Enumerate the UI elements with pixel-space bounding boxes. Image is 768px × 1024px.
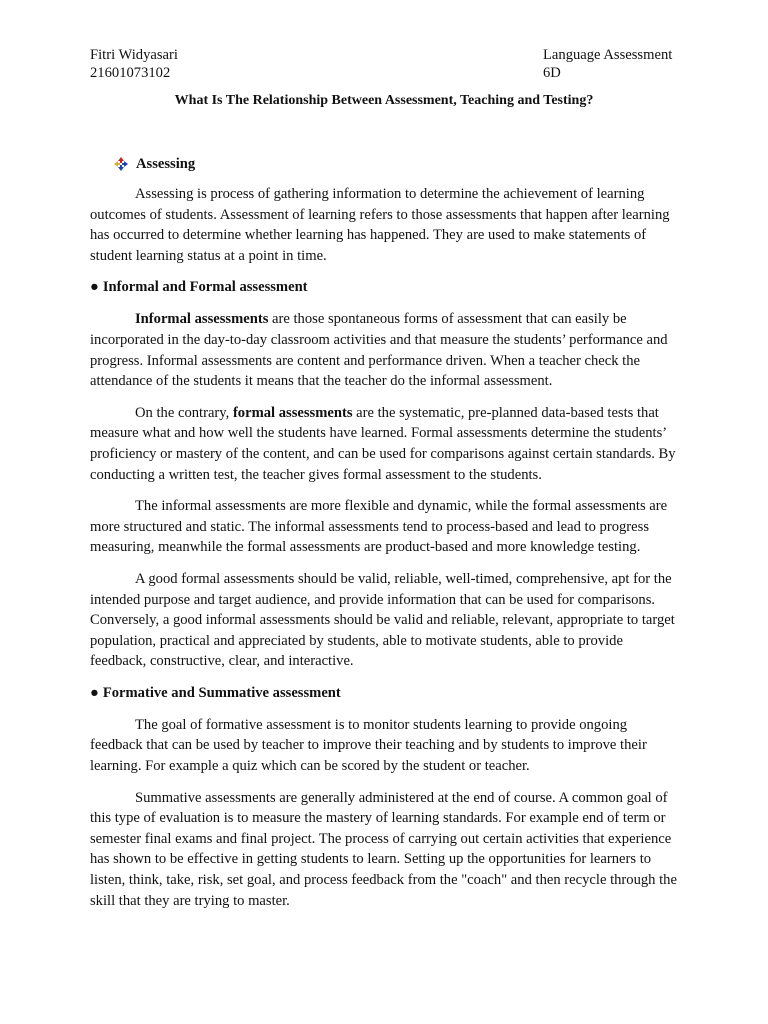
paragraph-text: are the systematic, pre-planned data-based tests that measure what and how well the students have learned. Formal assessments determine the students’ proficiency or mastery of the content, and can be used for comparisons against certain standards. By conducting a written test, the teacher gives formal assessment to the students.	[90, 404, 676, 483]
section-heading-text: Informal and Formal assessment	[102, 279, 308, 296]
course-name: Language Assessment	[543, 47, 673, 63]
student-id: 21601073102	[90, 65, 171, 81]
header-right	[543, 46, 672, 82]
paragraph-summative: Summative assessments are generally administered at the end of course. A common goal of this type of evaluation is to measure the mastery of learning standards. For example end of term or semester final exams and final project. The process of carrying out certain activities that experience has shown to be effective in getting students to learn. Setting up the opportunities for learners to listen, think, take, risk, set goal, and process feedback from the "coach" and then recycle through the skill that they are trying to master.	[90, 789, 677, 909]
paragraph-text: are those spontaneous forms of assessment that can easily be incorporated in the day-to-day classroom activities and that measure the students’ performance and progress. Informal assessments are content and performance driven. When a teacher check the attendance of the students it means that the teacher do the informal assessment.	[90, 311, 668, 390]
paragraph-assessing: Assessing is process of gathering information to determine the achievement of learning outcomes of students. Assessment of learning refers to those assessments that happen after learning has occurred to determine whether learning has happened. They are used to make statements of student learning status at a point in time.	[90, 186, 670, 264]
document-title: What Is The Relationship Between Assessment, Teaching and Testing?	[174, 93, 594, 108]
class-code: 6D	[543, 65, 561, 81]
bullet-dot: ●	[90, 279, 99, 296]
section-heading-formative-summative	[90, 683, 682, 703]
four-point-arrow-bullet-icon	[114, 157, 128, 171]
section-heading-informal-formal	[90, 277, 682, 297]
term-informal-assessments: Informal assessments	[135, 311, 269, 328]
paragraph-informal-definition	[90, 309, 682, 391]
paragraph-comparison: The informal assessments are more flexible and dynamic, while the formal assessments are more structured and static. The informal assessments tend to process-based and lead to progress measuring, meanwhile the formal assessments are product-based and more knowledge testing.	[90, 498, 668, 556]
term-formal-assessments: formal assessments	[232, 404, 353, 421]
section-heading-text: Formative and Summative assessment	[102, 684, 341, 701]
paragraph-good-assessments: A good formal assessments should be valid, reliable, well-timed, comprehensive, apt for the intended purpose and target audience, and provide information that can be used for comparisons. Conversely, a good informal assessments should be valid and reliable, relevant, appropriate to target population, practical and appreciated by students, able to motivate students, able to provide feedback, constructive, clear, and interactive.	[90, 570, 675, 670]
header-left	[90, 46, 178, 82]
section-heading-assessing	[90, 154, 682, 174]
author-name: Fitri Widyasari	[90, 47, 178, 63]
paragraph-lead: On the contrary,	[135, 404, 233, 421]
paragraph-formative: The goal of formative assessment is to monitor students learning to provide ongoing feedback that can be used by teacher to improve their teaching and by students to improve their learning. For example a quiz which can be scored by the student or teacher.	[90, 716, 647, 775]
bullet-dot: ●	[90, 684, 99, 701]
section-heading-text: Assessing	[136, 156, 196, 172]
document-body	[90, 154, 682, 911]
paragraph-formal-definition	[90, 403, 682, 485]
